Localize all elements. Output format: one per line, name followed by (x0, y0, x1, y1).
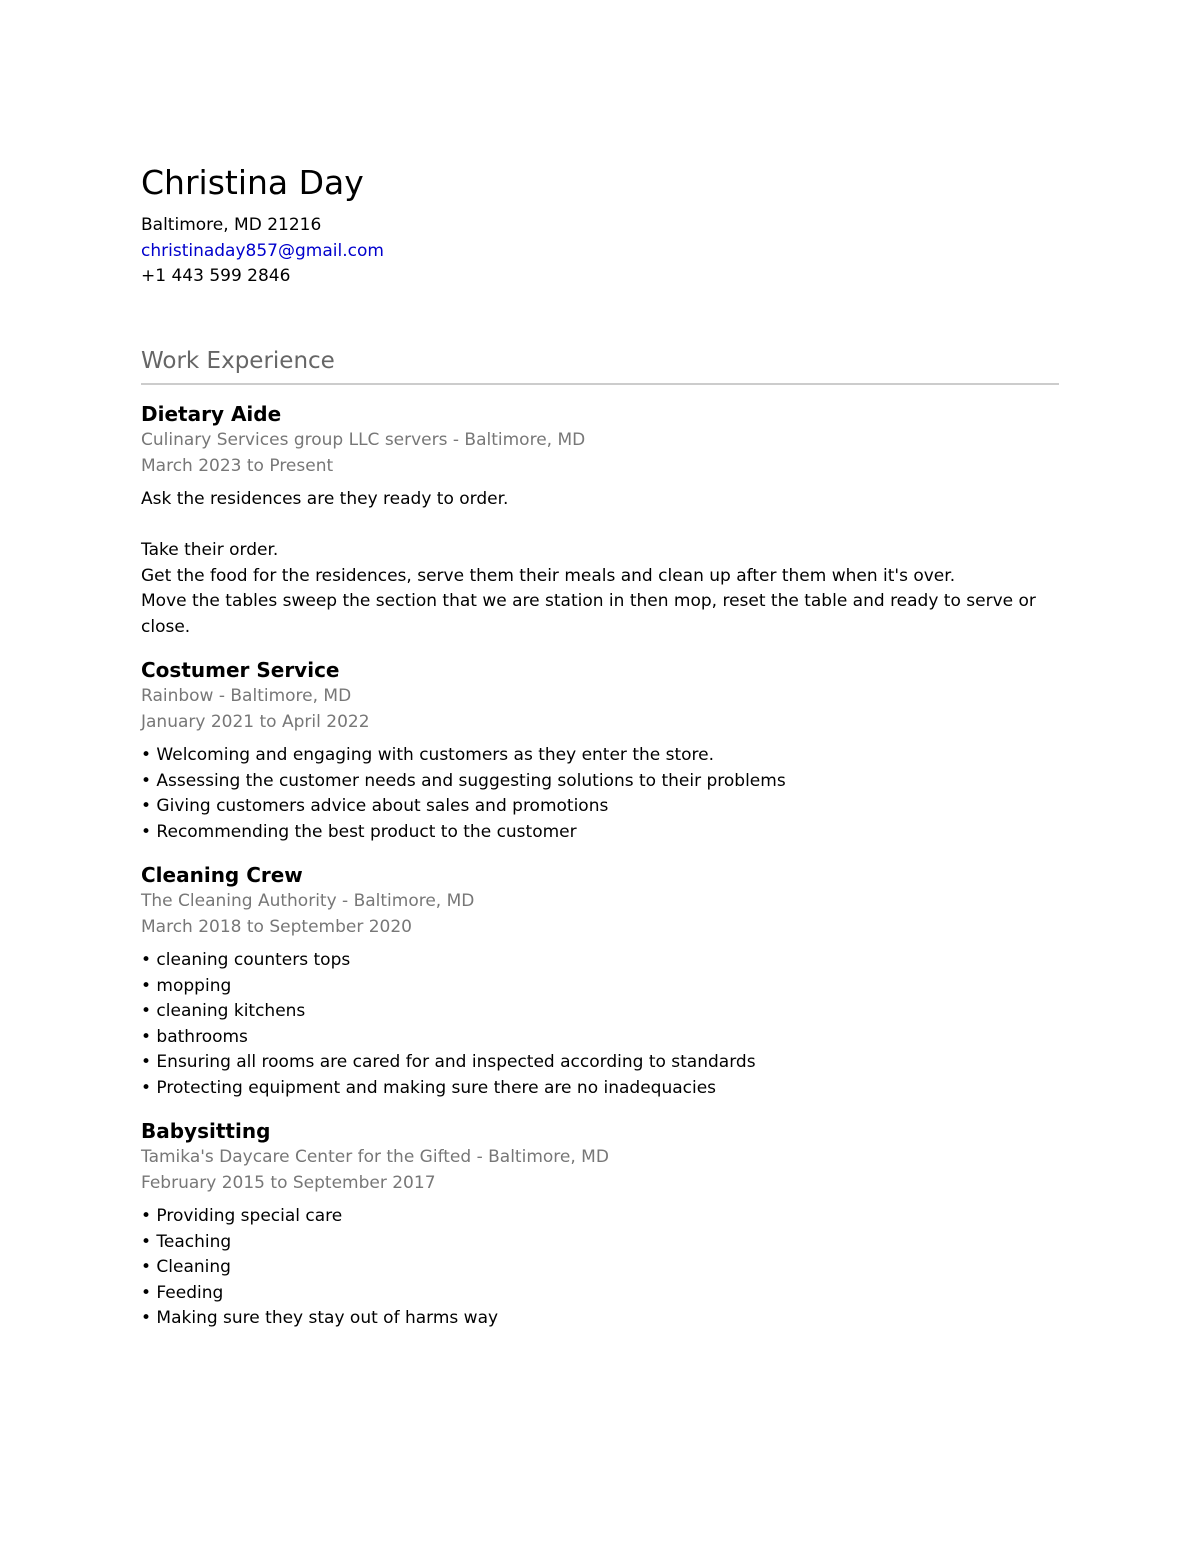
bullet-item: • bathrooms (141, 1026, 248, 1047)
job-company: Culinary Services group LLC servers - Baltimore, MD (141, 430, 586, 450)
bullet-item: • Making sure they stay out of harms way (141, 1308, 499, 1328)
phone-text: +1 443 599 2846 (141, 266, 291, 286)
bullet-item: • Cleaning (141, 1257, 231, 1277)
bullet-item: • mopping (141, 975, 232, 996)
bullet-item: • cleaning kitchens (141, 1001, 306, 1021)
section-divider (141, 383, 1059, 385)
job-entry-costumer-service (141, 656, 1059, 845)
blank-line (141, 513, 1059, 539)
job-company: Tamika's Daycare Center for the Gifted - Baltimore, MD (141, 1147, 609, 1167)
job-dates: March 2018 to September 2020 (141, 916, 412, 937)
work-experience-heading: Work Experience (141, 348, 335, 374)
job-description-line: Move the tables sweep the section that we are station in then mop, reset the table and ready to serve or close. (141, 591, 1036, 637)
job-dates: March 2023 to Present (141, 455, 334, 476)
bullet-item: • Feeding (141, 1282, 224, 1303)
bullet-item: • Welcoming and engaging with customers as they enter the store. (141, 745, 715, 765)
job-company: The Cleaning Authority - Baltimore, MD (141, 891, 475, 911)
contact-block (141, 213, 384, 290)
job-title: Costumer Service (141, 658, 340, 682)
bullet-item: • Teaching (141, 1231, 232, 1252)
job-title: Babysitting (141, 1119, 271, 1143)
bullet-item: • Recommending the best product to the customer (141, 821, 577, 842)
email-link[interactable]: christinaday857@gmail.com (141, 240, 384, 261)
job-entry-babysitting (141, 1117, 1059, 1332)
job-description-line: Get the food for the residences, serve them their meals and clean up after them when it's over. (141, 565, 956, 586)
job-title: Cleaning Crew (141, 863, 303, 887)
job-description (141, 1204, 1059, 1332)
bullet-item: • Ensuring all rooms are cared for and inspected according to standards (141, 1052, 756, 1072)
job-description (141, 487, 1059, 640)
bullet-item: • Protecting equipment and making sure there are no inadequacies (141, 1077, 717, 1098)
job-description-line: Take their order. (141, 540, 279, 560)
bullet-item: • Assessing the customer needs and suggesting solutions to their problems (141, 770, 786, 791)
job-dates: February 2015 to September 2017 (141, 1172, 436, 1193)
job-entry-cleaning-crew (141, 861, 1059, 1101)
job-description (141, 743, 1059, 845)
bullet-item: • Giving customers advice about sales and promotions (141, 796, 609, 816)
bullet-item: • Providing special care (141, 1206, 343, 1226)
job-description-line: Ask the residences are they ready to order. (141, 489, 509, 509)
job-title: Dietary Aide (141, 402, 282, 426)
job-dates: January 2021 to April 2022 (141, 711, 370, 732)
candidate-name: Christina Day (141, 163, 364, 202)
job-entry-dietary-aide (141, 400, 1059, 640)
job-description (141, 948, 1059, 1101)
location-text: Baltimore, MD 21216 (141, 215, 322, 235)
job-company: Rainbow - Baltimore, MD (141, 686, 352, 706)
bullet-item: • cleaning counters tops (141, 950, 351, 970)
